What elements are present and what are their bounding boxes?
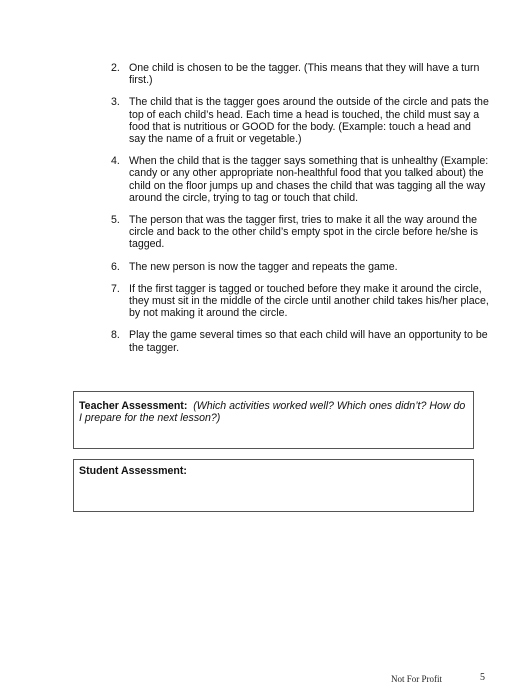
step-text: Play the game several times so that each child will have an opportunity to be the tagger. <box>129 329 488 354</box>
step-number: 3. <box>111 96 120 109</box>
step-text: The person that was the tagger first, tries to make it all the way around the circle and back to the other child’s empty spot in the circle before he/she is tagged. <box>129 214 478 251</box>
step-number: 7. <box>111 282 120 295</box>
teacher-assessment-label: Teacher Assessment: <box>79 400 188 412</box>
step-text: One child is chosen to be the tagger. (This means that they will have a turn first.) <box>129 62 480 87</box>
teacher-assessment-prompt: (Which activities worked well? Which ones didn’t? How do I prepare for the next lesson?) <box>79 400 466 425</box>
step-text: When the child that is the tagger says something that is unhealthy (Example: candy or any other appropriate non-healthful food that you talked about) the child on the floor jumps up and chases the child that was tagging all the way around the circle, trying to tag or touch that child. <box>129 155 489 204</box>
teacher-assessment-box[interactable] <box>73 391 474 449</box>
step-number: 4. <box>111 155 120 168</box>
student-assessment-label: Student Assessment: <box>79 465 187 477</box>
step-number: 8. <box>111 329 120 342</box>
step-item <box>111 261 489 273</box>
step-number: 2. <box>111 62 120 74</box>
page-number: 5 <box>480 672 485 683</box>
step-text: The new person is now the tagger and repeats the game. <box>129 260 398 273</box>
student-assessment-box[interactable] <box>73 459 474 512</box>
step-item <box>111 155 489 204</box>
step-text: If the first tagger is tagged or touched before they make it around the circle, they must sit in the middle of the circle until another child takes his/her place, by not making it around the circle. <box>129 282 489 320</box>
step-number: 5. <box>111 214 120 227</box>
step-item <box>111 283 489 320</box>
step-item <box>111 329 489 353</box>
footer-text: Not For Profit <box>391 674 443 684</box>
step-item <box>111 96 489 145</box>
instruction-steps-list <box>111 62 489 354</box>
step-item <box>111 214 489 251</box>
step-number: 6. <box>111 260 120 273</box>
step-text: The child that is the tagger goes around the outside of the circle and pats the top of each child’s head. Each time a head is touched, the child must say a food that is nutritious or GOOD for the body. (Example: touch a head and say the name of a fruit or vegetable.) <box>129 96 489 146</box>
step-item <box>111 62 489 86</box>
